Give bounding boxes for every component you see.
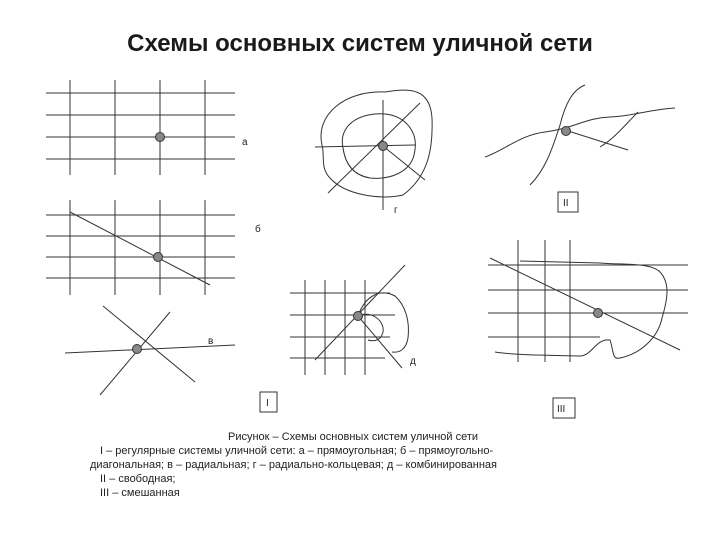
caption-line-1: I – регулярные системы уличной сети: а – прямоугольная; б – прямоугольно- xyxy=(100,445,494,457)
figure-caption xyxy=(90,430,650,500)
caption-line-2: диагональная; в – радиальная; г – радиально-кольцевая; д – комбинированная xyxy=(90,459,497,471)
page-title: Схемы основных систем уличной сети xyxy=(127,30,593,57)
box-III xyxy=(553,398,575,418)
label-d: д xyxy=(410,356,416,367)
label-III: III xyxy=(557,404,566,415)
caption-line-3: II – свободная; xyxy=(100,473,176,485)
scheme-v-radial xyxy=(65,306,235,395)
label-I: I xyxy=(266,398,269,409)
label-g: г xyxy=(394,205,398,216)
label-v: в xyxy=(208,336,214,347)
label-b: б xyxy=(255,224,261,235)
label-II: II xyxy=(563,198,569,209)
caption-title: Рисунок – Схемы основных систем уличной сети xyxy=(228,431,479,443)
scheme-d-combined xyxy=(290,265,408,375)
scheme-II-free xyxy=(485,85,675,185)
center-node xyxy=(379,142,388,151)
scheme-a-rectangular xyxy=(46,80,235,175)
center-node xyxy=(354,312,363,321)
scheme-g-radial-ring xyxy=(315,90,432,210)
center-node xyxy=(562,127,571,136)
center-node xyxy=(594,309,603,318)
label-a: а xyxy=(242,137,248,148)
box-II xyxy=(558,192,578,212)
scheme-III-mixed xyxy=(488,240,688,362)
caption-line-4: III – смешанная xyxy=(100,487,180,499)
center-node xyxy=(156,133,165,142)
scheme-b-rectangular-diagonal xyxy=(46,200,235,295)
center-node xyxy=(154,253,163,262)
box-I xyxy=(260,392,277,412)
center-node xyxy=(133,345,142,354)
